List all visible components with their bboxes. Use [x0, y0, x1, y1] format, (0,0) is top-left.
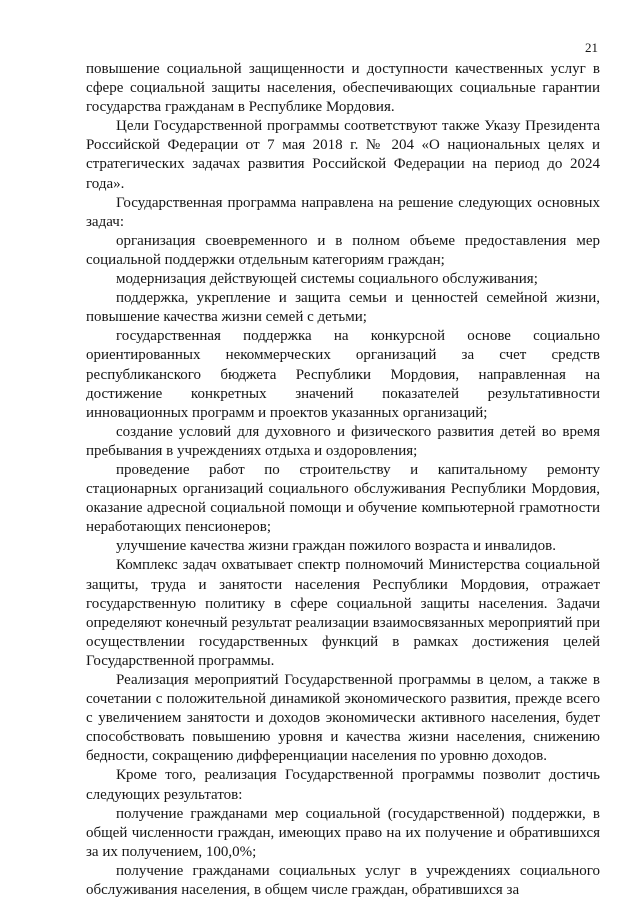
- paragraph: Кроме того, реализация Государственной программы позволит достичь следующих результатов:: [86, 767, 600, 803]
- paragraph: создание условий для духовного и физического развития детей во время пребывания в учреждениях отдыха и оздоровления;: [86, 423, 600, 459]
- paragraph: модернизация действующей системы социального обслуживания;: [116, 271, 538, 288]
- paragraph: повышение социальной защищенности и доступности качественных услуг в сфере социальной защиты населения, обеспечивающих социальные гарантии государства гражданам в Республике Мордовия.: [86, 61, 600, 116]
- paragraph: Комплекс задач охватывает спектр полномочий Министерства социальной защиты, труда и занятости населения Республики Мордовия, отражает государственную политику в сфере социальной защиты населения. Задачи определяют конечный результат реализации взаимосвязанных мероприятий при осуществлении государственных функций в рамках достижения целей Государственной программы.: [86, 557, 600, 669]
- paragraph: организация своевременного и в полном объеме предоставления мер социальной поддержки отдельным категориям граждан;: [86, 232, 600, 268]
- paragraph: проведение работ по строительству и капитальному ремонту стационарных организаций социального обслуживания Республики Мордовия, оказание адресной социальной помощи и обучение компьютерной грамотности неработающих пенсионеров;: [86, 461, 600, 536]
- paragraph: Реализация мероприятий Государственной программы в целом, а также в сочетании с положительной динамикой экономического развития, прежде всего с увеличением занятости и доходов экономически активного населения, будет способствовать повышению уровня и качества жизни населения, снижению бедности, сокращению дифференциации населения по уровню доходов.: [86, 672, 600, 765]
- page-number: 21: [585, 40, 598, 55]
- paragraph: Государственная программа направлена на решение следующих основных задач:: [86, 194, 600, 230]
- paragraph: улучшение качества жизни граждан пожилого возраста и инвалидов.: [116, 538, 557, 555]
- paragraph: государственная поддержка на конкурсной основе социально ориентированных некоммерческих организаций за счет средств республиканского бюджета Республики Мордовия, направленная на достижение конкретных значений показателей результативности инновационных программ и проектов указанных организаций;: [86, 328, 600, 421]
- document-body: [86, 60, 600, 900]
- paragraph: поддержка, укрепление и защита семьи и ценностей семейной жизни, повышение качества жизни семей с детьми;: [86, 290, 600, 326]
- paragraph: получение гражданами мер социальной (государственной) поддержки, в общей численности граждан, имеющих право на их получение и обратившихся за их получением, 100,0%;: [86, 805, 600, 860]
- paragraph: получение гражданами социальных услуг в учреждениях социального обслуживания населения, в общем числе граждан, обратившихся за: [86, 862, 600, 899]
- paragraph: Цели Государственной программы соответствуют также Указу Президента Российской Федерации от 7 мая 2018 г. № 204 «О национальных целях и стратегических задачах развития Российской Федерации на период до 2024 года».: [86, 118, 600, 192]
